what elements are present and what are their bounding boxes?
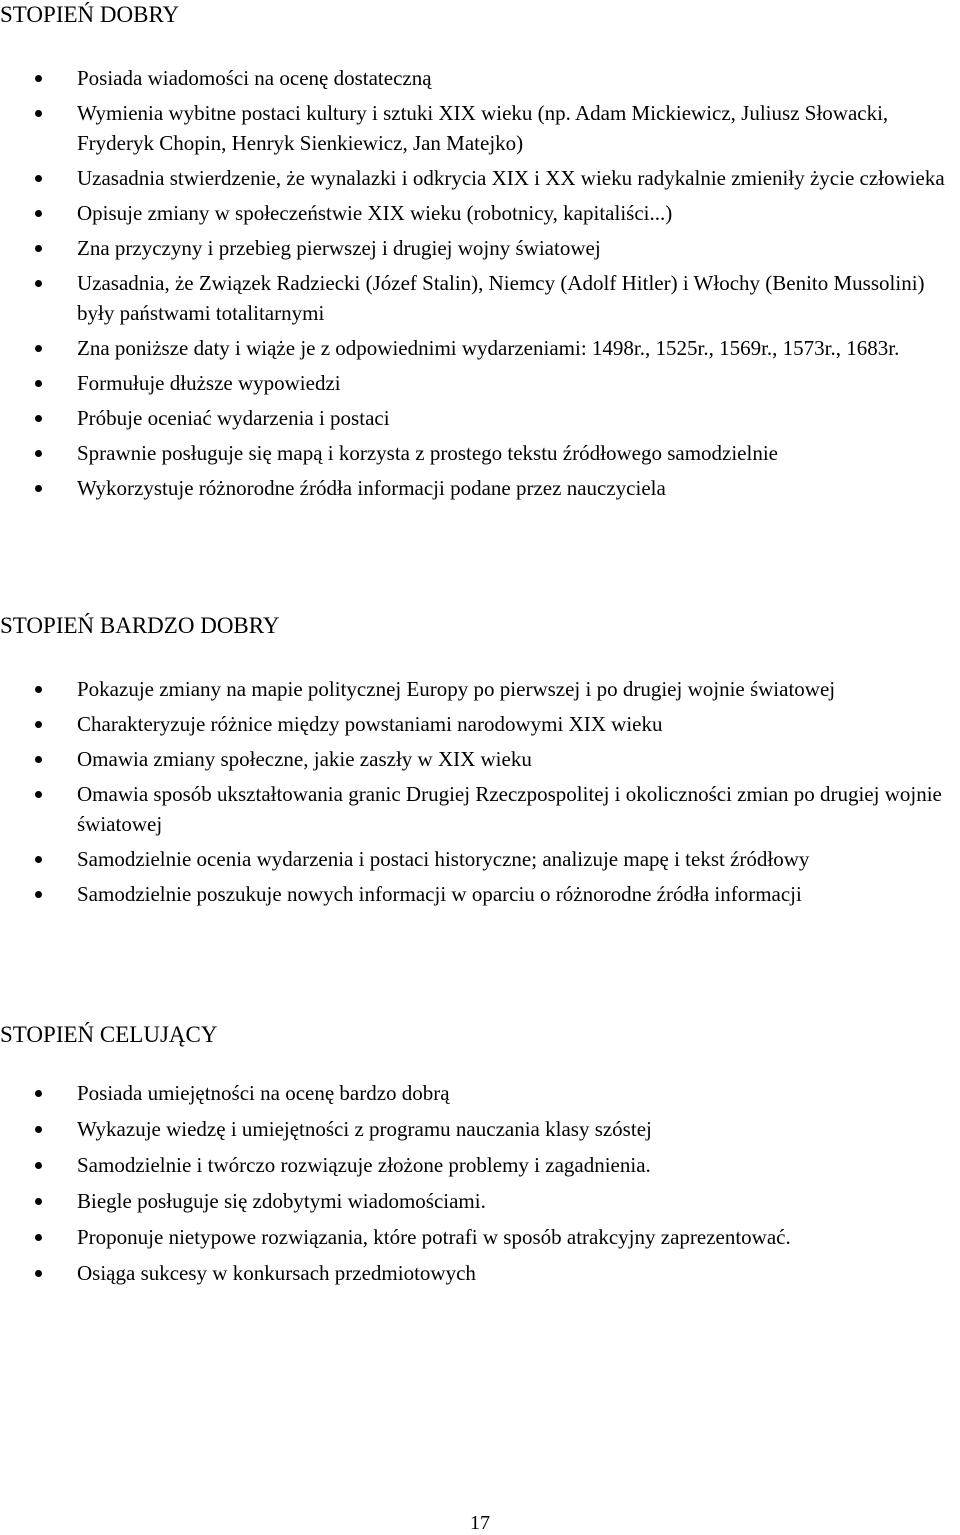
- bullet-icon: [35, 891, 42, 898]
- list-item: Wykorzystuje różnorodne źródła informacji podane przez nauczyciela: [0, 473, 960, 503]
- bullet-icon: [35, 721, 42, 728]
- list-item: Samodzielnie ocenia wydarzenia i postaci historyczne; analizuje mapę i tekst źródłowy: [0, 844, 960, 874]
- list-item: Posiada umiejętności na ocenę bardzo dobrą: [0, 1078, 960, 1108]
- bullet-icon: [35, 1090, 42, 1097]
- bullet-icon: [35, 175, 42, 182]
- criteria-list-celujacy: [0, 1078, 960, 1294]
- list-item: Wykazuje wiedzę i umiejętności z programu nauczania klasy szóstej: [0, 1114, 960, 1144]
- criteria-list-bardzo-dobry: [0, 674, 960, 914]
- criteria-list-dobry: [0, 63, 960, 508]
- bullet-icon: [35, 210, 42, 217]
- list-item: Omawia sposób ukształtowania granic Drugiej Rzeczpospolitej i okoliczności zmian po drugiej wojnie światowej: [0, 779, 960, 839]
- bullet-icon: [35, 110, 42, 117]
- list-item: Zna przyczyny i przebieg pierwszej i drugiej wojny światowej: [0, 233, 960, 263]
- bullet-icon: [35, 1126, 42, 1133]
- section-heading-bardzo-dobry: STOPIEŃ BARDZO DOBRY: [0, 613, 280, 638]
- list-item: Formułuje dłuższe wypowiedzi: [0, 368, 960, 398]
- bullet-icon: [35, 686, 42, 693]
- list-item: Charakteryzuje różnice między powstaniami narodowymi XIX wieku: [0, 709, 960, 739]
- list-item: Omawia zmiany społeczne, jakie zaszły w XIX wieku: [0, 744, 960, 774]
- bullet-icon: [35, 756, 42, 763]
- bullet-icon: [35, 415, 42, 422]
- bullet-icon: [35, 450, 42, 457]
- bullet-icon: [35, 1270, 42, 1277]
- bullet-icon: [35, 1198, 42, 1205]
- bullet-icon: [35, 345, 42, 352]
- list-item: Samodzielnie i twórczo rozwiązuje złożone problemy i zagadnienia.: [0, 1150, 960, 1180]
- page-number: 17: [470, 1512, 490, 1534]
- list-item: Uzasadnia, że Związek Radziecki (Józef Stalin), Niemcy (Adolf Hitler) i Włochy (Benito Mussolini) były państwami totalitarnymi: [0, 268, 960, 328]
- bullet-icon: [35, 1162, 42, 1169]
- list-item: Opisuje zmiany w społeczeństwie XIX wieku (robotnicy, kapitaliści...): [0, 198, 960, 228]
- list-item: Sprawnie posługuje się mapą i korzysta z prostego tekstu źródłowego samodzielnie: [0, 438, 960, 468]
- bullet-icon: [35, 380, 42, 387]
- bullet-icon: [35, 75, 42, 82]
- bullet-icon: [35, 280, 42, 287]
- list-item: Posiada wiadomości na ocenę dostateczną: [0, 63, 960, 93]
- section-heading-celujacy: STOPIEŃ CELUJĄCY: [0, 1022, 218, 1047]
- list-item: Proponuje nietypowe rozwiązania, które potrafi w sposób atrakcyjny zaprezentować.: [0, 1222, 960, 1252]
- list-item: Osiąga sukcesy w konkursach przedmiotowych: [0, 1258, 960, 1288]
- list-item: Samodzielnie poszukuje nowych informacji w oparciu o różnorodne źródła informacji: [0, 879, 960, 909]
- list-item: Próbuje oceniać wydarzenia i postaci: [0, 403, 960, 433]
- bullet-icon: [35, 1234, 42, 1241]
- section-heading-dobry: STOPIEŃ DOBRY: [0, 2, 180, 27]
- bullet-icon: [35, 791, 42, 798]
- bullet-icon: [35, 485, 42, 492]
- list-item: Wymienia wybitne postaci kultury i sztuki XIX wieku (np. Adam Mickiewicz, Juliusz Słowacki, Fryderyk Chopin, Henryk Sienkiewicz, Jan Matejko): [0, 98, 960, 158]
- bullet-icon: [35, 245, 42, 252]
- list-item: Biegle posługuje się zdobytymi wiadomościami.: [0, 1186, 960, 1216]
- list-item: Zna poniższe daty i wiąże je z odpowiednimi wydarzeniami: 1498r., 1525r., 1569r., 1573r., 1683r.: [0, 333, 960, 363]
- list-item: Pokazuje zmiany na mapie politycznej Europy po pierwszej i po drugiej wojnie światowej: [0, 674, 960, 704]
- list-item: Uzasadnia stwierdzenie, że wynalazki i odkrycia XIX i XX wieku radykalnie zmieniły życie człowieka: [0, 163, 960, 193]
- bullet-icon: [35, 856, 42, 863]
